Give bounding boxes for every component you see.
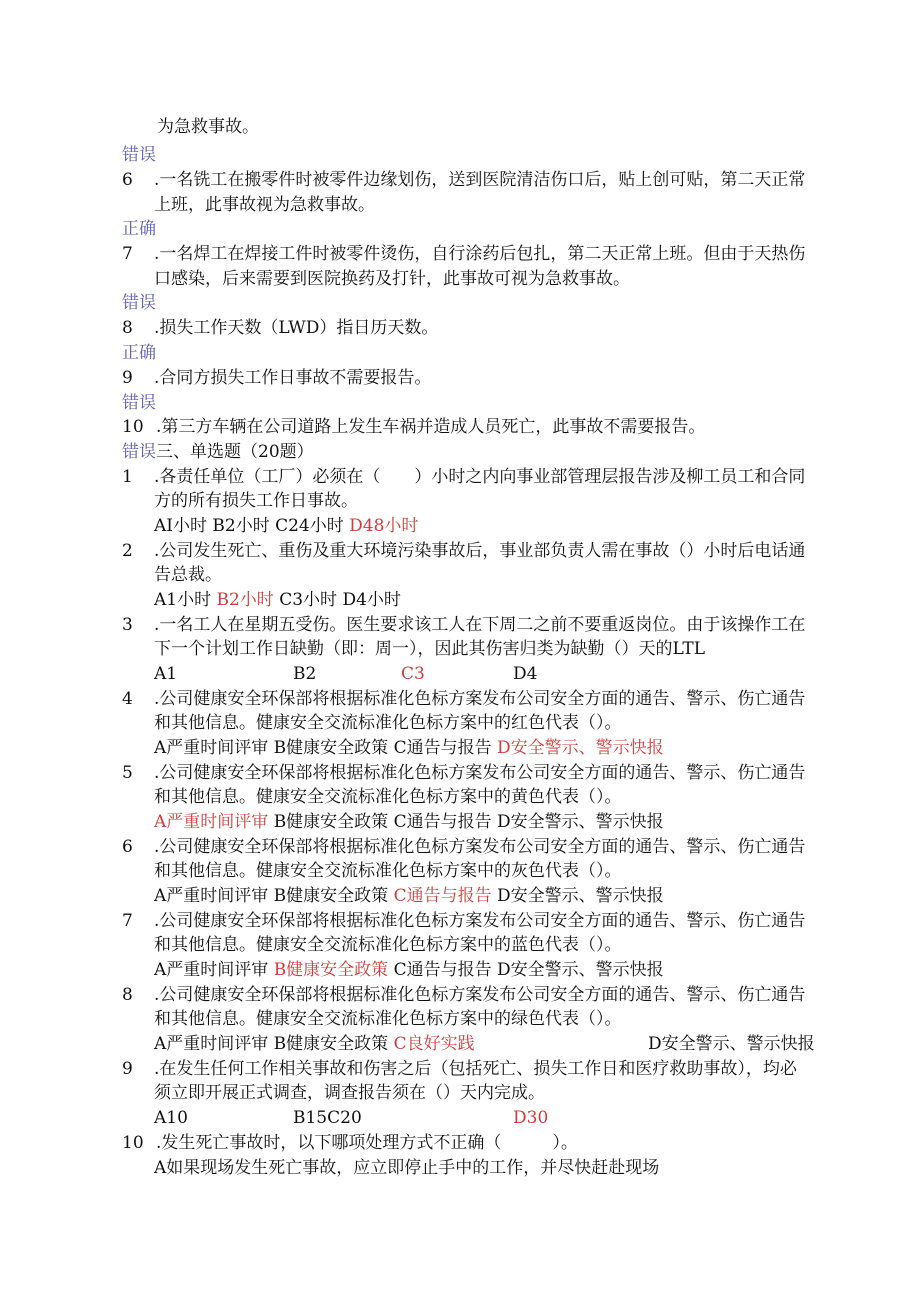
question-number: 3 (122, 615, 133, 635)
mc-q8-options (154, 1033, 475, 1055)
options-text: A严重时间评审 B健康安全政策 C通告与报告 (154, 738, 492, 758)
mc-q3-option-d: D4 (513, 664, 538, 684)
mc-q7-line2: 和其他信息。健康安全交流标准化色标方案中的蓝色代表（）。 (154, 935, 622, 955)
tf-q7-line2: 口感染，后来需要到医院换药及打针，此事故可视为急救事故。 (154, 269, 630, 289)
mc-q9-line2: 须立即开展正式调查，调查报告须在（）天内完成。 (154, 1083, 545, 1103)
mc-q2-options (154, 589, 401, 611)
correct-answer: D48小时 (349, 516, 419, 536)
mc-q9-correct-answer: D30 (513, 1108, 549, 1128)
options-before: A严重时间评审 B健康安全政策 (154, 1034, 389, 1054)
tf-answer-10: 错误 (122, 442, 156, 462)
mc-q5-line1 (122, 762, 805, 784)
options-rest: C3小时 D4小时 (279, 590, 401, 610)
mc-q3-correct-answer: C3 (401, 664, 425, 684)
mc-q1-line1 (122, 466, 805, 488)
option-a: A1小时 (154, 590, 212, 610)
mc-q7-line1 (122, 910, 805, 932)
question-number: 7 (122, 911, 133, 931)
mc-q1-options (154, 515, 418, 537)
question-number: 2 (122, 541, 133, 561)
mc-q5-options (154, 811, 664, 833)
mc-q8-line2: 和其他信息。健康安全交流标准化色标方案中的绿色代表（）。 (154, 1009, 622, 1029)
question-text: .公司健康安全环保部将根据标准化色标方案发布公司安全方面的通告、警示、伤亡通告 (154, 985, 806, 1005)
question-text: .发生死亡事故时，以下哪项处理方式不正确（ ）。 (156, 1133, 578, 1153)
question-number: 4 (122, 689, 133, 709)
question-number: 10 (122, 1133, 144, 1153)
question-number: 9 (122, 1059, 133, 1079)
options-after: C通告与报告 D安全警示、警示快报 (393, 960, 664, 980)
mc-q2-line2: 告总裁。 (154, 565, 222, 585)
options-text: B健康安全政策 C通告与报告 D安全警示、警示快报 (273, 812, 664, 832)
options-after: D安全警示、警示快报 (497, 886, 664, 906)
question-text: .公司健康安全环保部将根据标准化色标方案发布公司安全方面的通告、警示、伤亡通告 (154, 911, 806, 931)
question-text: .公司健康安全环保部将根据标准化色标方案发布公司安全方面的通告、警示、伤亡通告 (154, 837, 806, 857)
correct-answer: C良好实践 (393, 1034, 475, 1054)
correct-answer: B健康安全政策 (273, 960, 389, 980)
tf-q5-tail: 为急救事故。 (157, 117, 259, 137)
mc-q3-line1 (122, 614, 805, 636)
question-text: .在发生任何工作相关事故和伤害之后（包括死亡、损失工作日和医疗救助事故），均必 (154, 1059, 797, 1079)
mc-q10-line1 (122, 1132, 578, 1154)
question-number: 9 (122, 368, 133, 388)
mc-q4-line1 (122, 688, 805, 710)
section-row (122, 441, 314, 463)
question-number: 6 (122, 170, 133, 190)
options-text: AI小时 B2小时 C24小时 (154, 516, 344, 536)
tf-q8-line1 (122, 317, 438, 339)
mc-q9-line1 (122, 1058, 797, 1080)
question-number: 6 (122, 837, 133, 857)
mc-q2-line1 (122, 540, 805, 562)
tf-answer-7: 错误 (122, 293, 156, 313)
tf-answer-9: 错误 (122, 393, 156, 413)
tf-answer-6: 正确 (122, 219, 156, 239)
question-text: .一名铣工在搬零件时被零件边缘划伤，送到医院清洁伤口后，贴上创可贴，第二天正常 (154, 170, 806, 190)
mc-q9-option-bc: B15C20 (293, 1108, 362, 1128)
question-text: .公司健康安全环保部将根据标准化色标方案发布公司安全方面的通告、警示、伤亡通告 (154, 689, 806, 709)
correct-answer: B2小时 (216, 590, 274, 610)
mc-q1-line2: 方的所有损失工作日事故。 (154, 491, 358, 511)
mc-q6-line2: 和其他信息。健康安全交流标准化色标方案中的灰色代表（）。 (154, 861, 622, 881)
correct-answer: A严重时间评审 (154, 812, 269, 832)
mc-q8-line1 (122, 984, 805, 1006)
tf-answer-5: 错误 (122, 145, 156, 165)
mc-q3-option-b: B2 (293, 664, 317, 684)
options-before: A严重时间评审 (154, 960, 269, 980)
mc-q5-line2: 和其他信息。健康安全交流标准化色标方案中的黄色代表（）。 (154, 787, 622, 807)
tf-q9-line1 (122, 367, 431, 389)
question-text: .公司发生死亡、重伤及重大环境污染事故后，事业部负责人需在事故（）小时后电话通 (154, 541, 806, 561)
question-number: 10 (122, 417, 144, 437)
question-text: .一名工人在星期五受伤。医生要求该工人在下周二之前不要重返岗位。由于该操作工在 (154, 615, 806, 635)
tf-q7-line1 (122, 243, 805, 265)
tf-q10-line1 (122, 416, 705, 438)
options-before: A严重时间评审 B健康安全政策 (154, 886, 389, 906)
question-text: .合同方损失工作日事故不需要报告。 (154, 368, 432, 388)
correct-answer: D安全警示、警示快报 (497, 738, 664, 758)
question-number: 8 (122, 985, 133, 1005)
question-number: 7 (122, 244, 133, 264)
question-text: .一名焊工在焊接工件时被零件烫伤，自行涂药后包扎，第二天正常上班。但由于天热伤 (154, 244, 806, 264)
mc-q3-option-a: A1 (154, 664, 178, 684)
question-text: .第三方车辆在公司道路上发生车祸并造成人员死亡，此事故不需要报告。 (156, 417, 706, 437)
mc-q6-options (154, 885, 664, 907)
question-text: .各责任单位（工厂）必须在（ ）小时之内向事业部管理层报告涉及柳工员工和合同 (154, 467, 806, 487)
mc-q3-line2: 下一个计划工作日缺勤（即：周一），因此其伤害归类为缺勤（）天的LTL (154, 639, 706, 659)
mc-q9-option-a: A10 (154, 1108, 188, 1128)
mc-q7-options (154, 959, 664, 981)
tf-q6-line1 (122, 169, 805, 191)
mc-q8-option-d: D安全警示、警示快报 (648, 1034, 815, 1054)
tf-q6-line2: 上班，此事故视为急救事故。 (154, 195, 375, 215)
question-number: 5 (122, 763, 133, 783)
question-text: .损失工作天数（LWD）指日历天数。 (154, 318, 439, 338)
mc-q4-line2: 和其他信息。健康安全交流标准化色标方案中的红色代表（）。 (154, 713, 622, 733)
correct-answer: C通告与报告 (393, 886, 492, 906)
mc-q6-line1 (122, 836, 805, 858)
section-title: 三、单选题（20题） (156, 442, 314, 462)
question-number: 8 (122, 318, 133, 338)
question-number: 1 (122, 467, 133, 487)
tf-answer-8: 正确 (122, 343, 156, 363)
mc-q10-option-a: A如果现场发生死亡事故，应立即停止手中的工作，并尽快赶赴现场 (154, 1158, 660, 1178)
mc-q4-options (154, 737, 664, 759)
question-text: .公司健康安全环保部将根据标准化色标方案发布公司安全方面的通告、警示、伤亡通告 (154, 763, 806, 783)
